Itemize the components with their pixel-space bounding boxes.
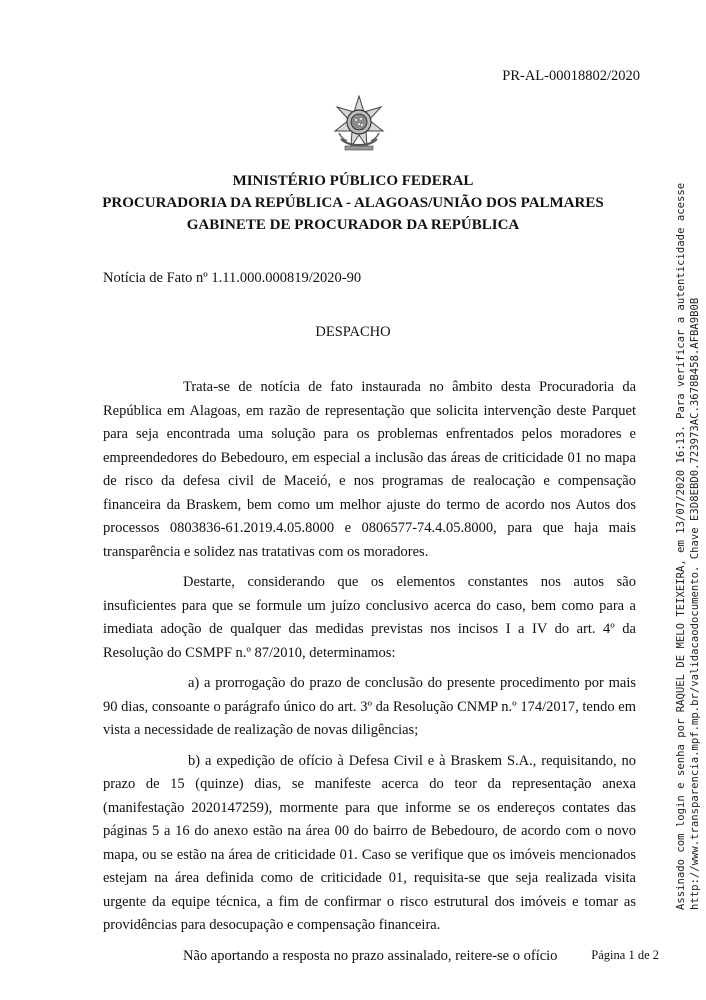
ministry-title: MINISTÉRIO PÚBLICO FEDERAL [232, 173, 474, 189]
document-number: PR-AL-00018802/2020 [502, 68, 640, 84]
notice-number: Notícia de Fato nº 1.11.000.000819/2020-90 [103, 270, 362, 286]
paragraph-destarte: Destarte, considerando que os elementos constantes nos autos são insuficientes para que se formule um juízo conclusivo acerca do caso, bem como para a imediata adoção de qualquer das medidas previstas nos incisos I a IV do art. 4º da Resolução do CSMPF n.º 87/2010, determinamos: [103, 574, 636, 661]
page-number: Página 1 de 2 [591, 948, 659, 962]
document-title: DESPACHO [315, 324, 391, 340]
item-a: a) a prorrogação do prazo de conclusão do presente procedimento por mais 90 dias, consoante o parágrafo único do art. 3º da Resolução CNMP n.º 174/2017, tendo em vista a necessidade de realização de novas diligências; [103, 675, 636, 738]
paragraph-intro: Trata-se de notícia de fato instaurada no âmbito desta Procuradoria da República em Alagoas, em razão de representação que solicita intervenção deste Parquet para seja encontrada uma solução para os problemas enfrentados pelos moradores e empreendedores do Bebedouro, em especial a inclusão das áreas de criticidade 01 no mapa de risco da defesa civil de Maceió, e nos programas de realocação e compensação financeira da Braskem, bem como um melhor ajuste do termo de acordo nos Autos dos processos 0803836-61.2019.4.05.8000 e 0806577-74.4.05.8000, para que haja mais transparência e solidez nas tratativas com os moradores. [103, 379, 636, 560]
brazil-coat-of-arms-icon [333, 95, 385, 151]
gabinete-title: GABINETE DE PROCURADOR DA REPÚBLICA [186, 217, 520, 233]
paragraph-final: Não aportando a resposta no prazo assinalado, reitere-se o ofício [183, 947, 558, 964]
signature-line-2: http://www.transparencia.mpf.mp.br/validacaodocumento. Chave E3D8EBD0.723973AC.3678B458.AFBA9B0B [689, 297, 701, 910]
item-b: b) a expedição de ofício à Defesa Civil e à Braskem S.A., requisitando, no prazo de 15 (quinze) dias, se manifeste acerca do teor da representação anexa (manifestação 2020147259), mormente para que informe se os endereços contates das páginas 5 a 16 do anexo estão na área 00 do bairro de Bebedouro, de acordo com o novo mapa, ou se estão na área de criticidade 01. Caso se verifique que os imóveis mencionados estejam na área definida como de criticidade 01, requisita-se que seja realizada visita urgente da equipe técnica, a fim de confirmar o risco estrutural dos imóveis e tomar as providências para desocupação e compensação financeira. [103, 752, 636, 933]
institution-header [0, 170, 706, 236]
procuradoria-title: PROCURADORIA DA REPÚBLICA - ALAGOAS/UNIÃO DOS PALMARES [102, 195, 604, 211]
signature-stamp [674, 182, 706, 910]
signature-line-1: Assinado com login e senha por RAQUEL DE MELO TEIXEIRA, em 13/07/2020 16:13. Para verificar a autenticidade acesse [675, 182, 687, 910]
document-body [103, 376, 636, 968]
